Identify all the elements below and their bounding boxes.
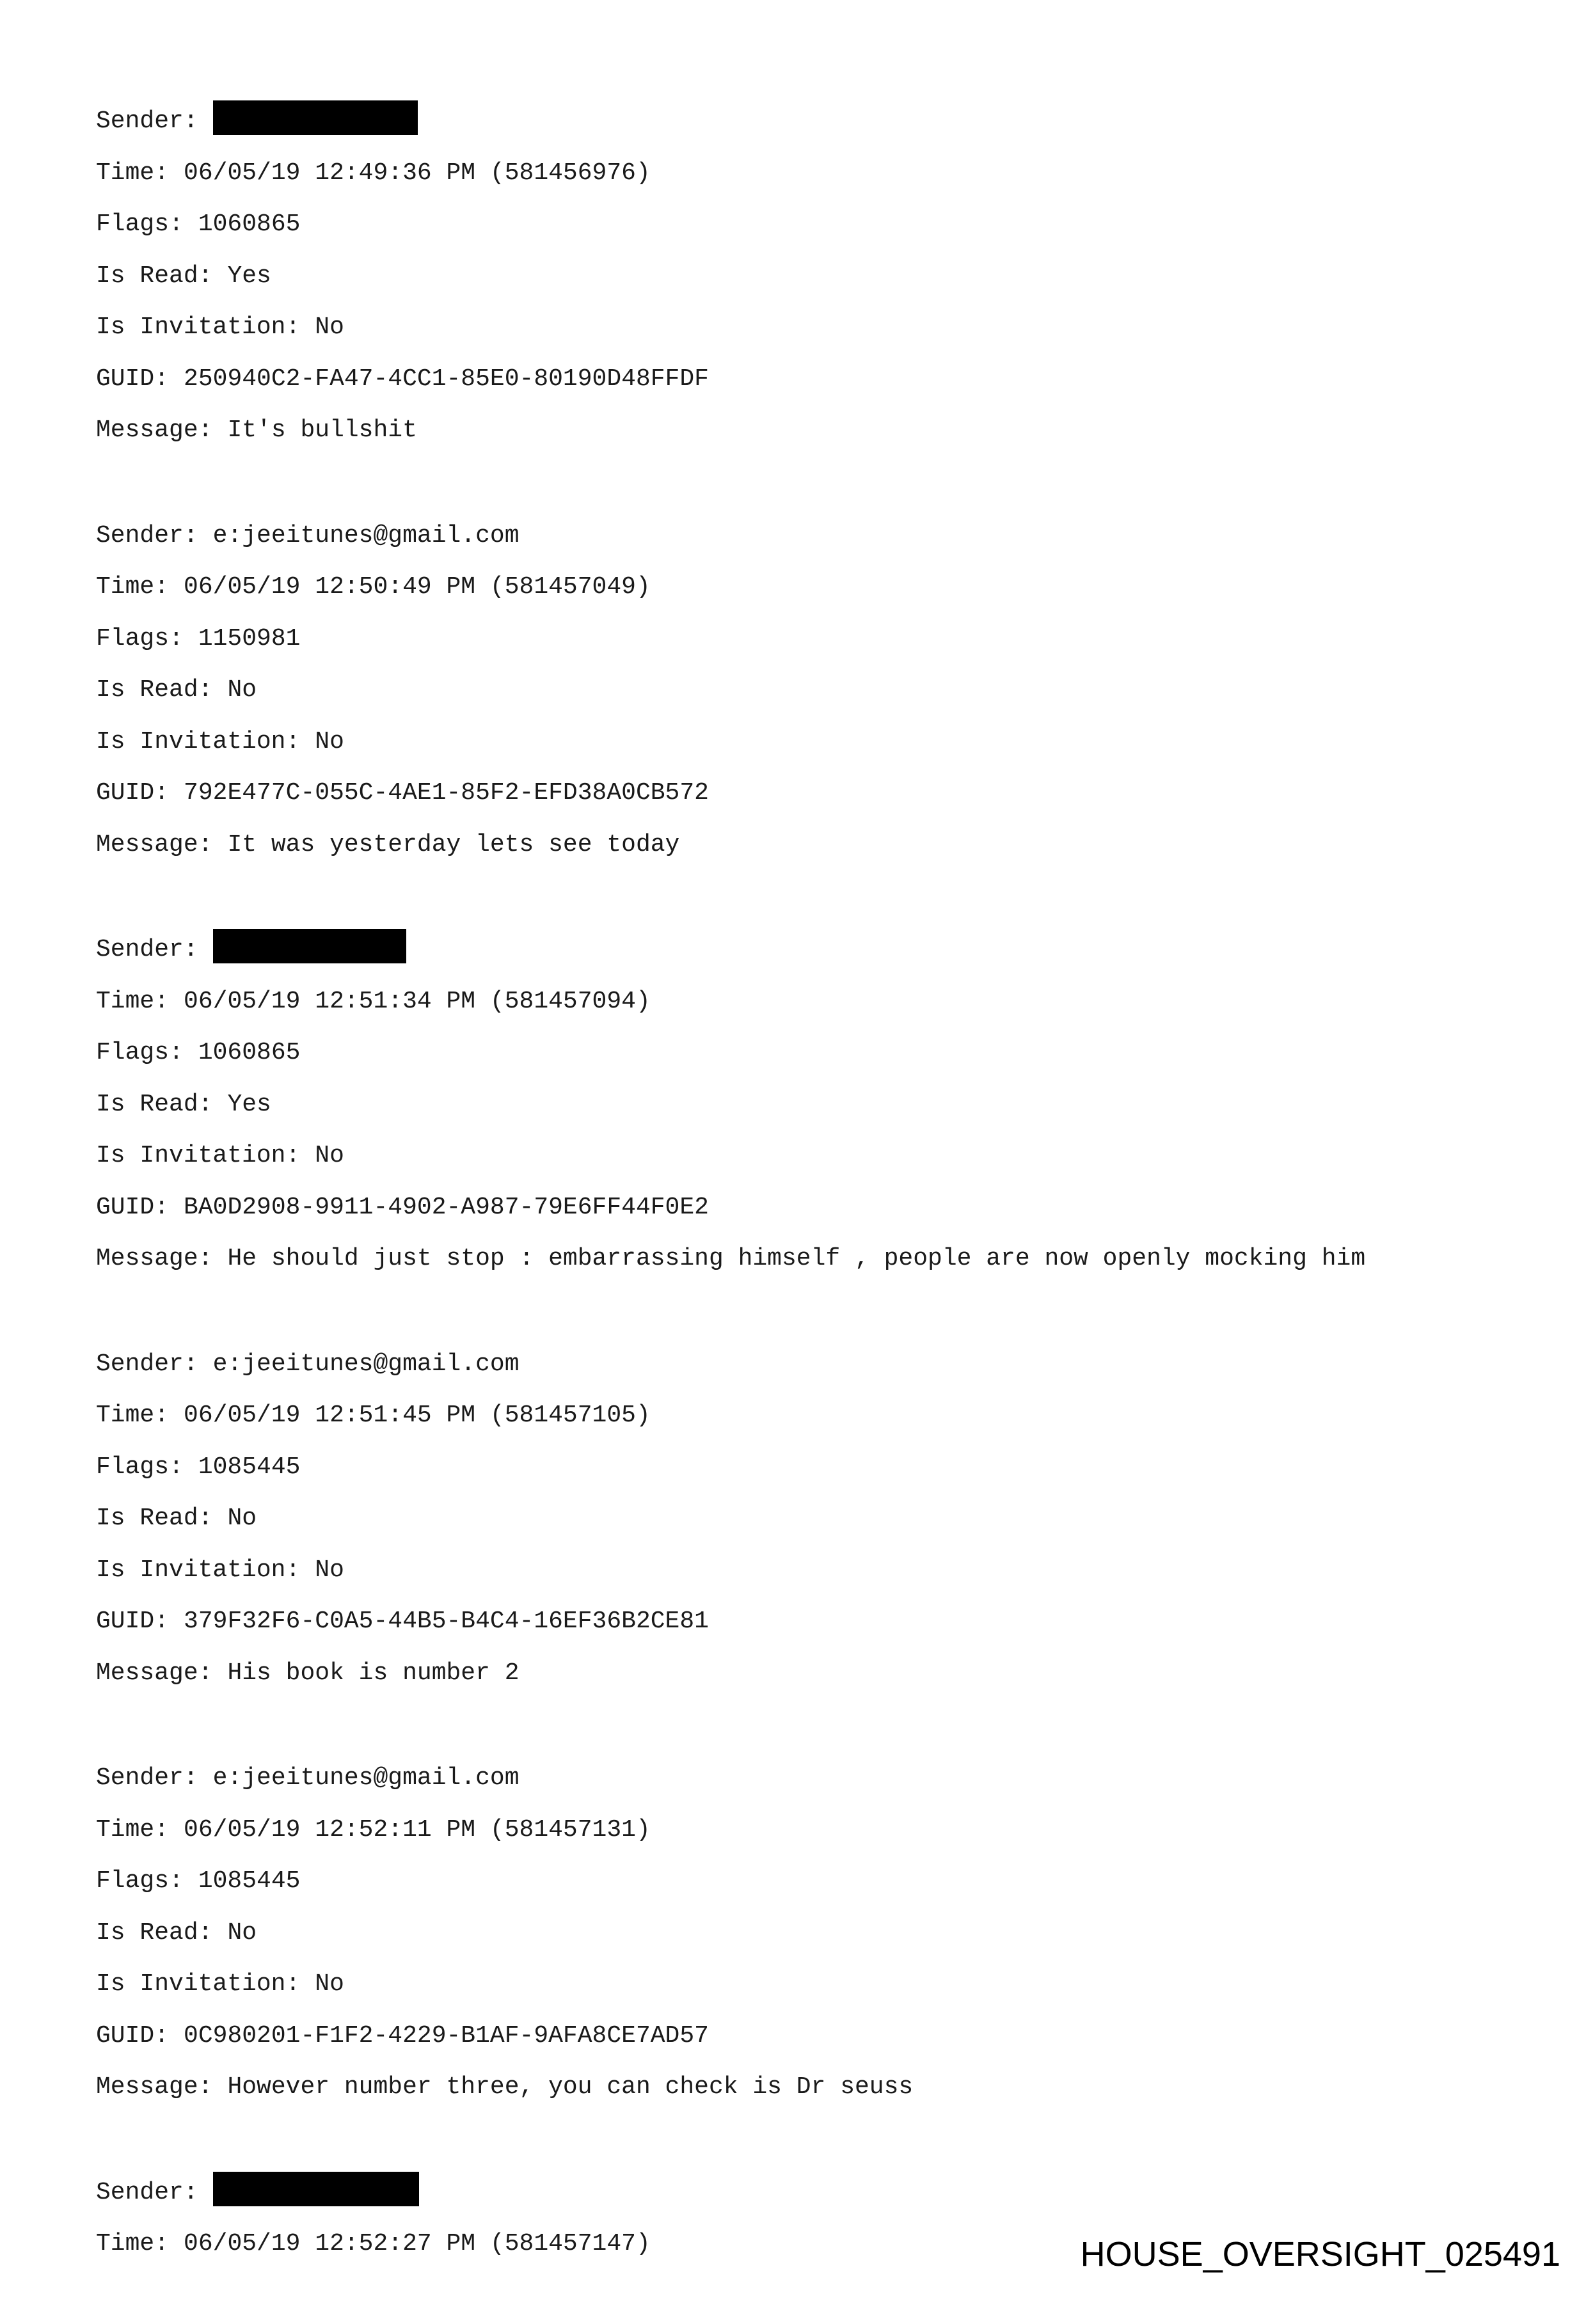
guid-value: 379F32F6-C0A5-44B5-B4C4-16EF36B2CE81 xyxy=(184,1608,709,1635)
guid-line xyxy=(96,768,1535,819)
flags-value: 1060865 xyxy=(198,1039,301,1066)
message-line xyxy=(96,2062,1535,2114)
bates-number: HOUSE_OVERSIGHT_025491 xyxy=(1080,2235,1560,2273)
guid-line xyxy=(96,2011,1535,2062)
flags-label: Flags: xyxy=(96,1867,184,1895)
is-read-label: Is Read: xyxy=(96,1090,213,1118)
sender-label: Sender: xyxy=(96,2178,198,2206)
message-line xyxy=(96,819,1535,871)
message-value: His book is number 2 xyxy=(227,1659,519,1687)
flags-label: Flags: xyxy=(96,624,184,652)
is-read-label: Is Read: xyxy=(96,1918,213,1947)
message-record xyxy=(96,1339,1535,1700)
is-invitation-value: No xyxy=(315,727,344,755)
sender-line xyxy=(96,510,1535,562)
is-invitation-line xyxy=(96,1130,1535,1182)
time-line xyxy=(96,562,1535,613)
sender-label: Sender: xyxy=(96,936,198,963)
is-read-value: No xyxy=(227,1505,257,1532)
flags-label: Flags: xyxy=(96,210,184,238)
is-invitation-line xyxy=(96,1545,1535,1597)
is-invitation-label: Is Invitation: xyxy=(96,1970,301,1998)
message-record xyxy=(96,96,1535,457)
guid-label: GUID: xyxy=(96,1608,170,1635)
sender-value: e:jeeitunes@gmail.com xyxy=(212,1350,519,1378)
is-read-value: No xyxy=(227,1918,257,1947)
is-read-value: Yes xyxy=(227,1090,271,1118)
message-value: He should just stop : embarrassing himself , people are now openly mocking him xyxy=(227,1245,1366,1272)
sender-value: e:jeeitunes@gmail.com xyxy=(212,1764,519,1792)
is-invitation-label: Is Invitation: xyxy=(96,1142,301,1169)
is-invitation-value: No xyxy=(315,313,344,341)
message-record xyxy=(96,510,1535,871)
flags-value: 1085445 xyxy=(198,1867,301,1895)
message-label: Message: xyxy=(96,1245,213,1272)
guid-line xyxy=(96,1596,1535,1648)
message-label: Message: xyxy=(96,1659,213,1687)
guid-label: GUID: xyxy=(96,365,170,393)
flags-line xyxy=(96,1027,1535,1079)
message-label: Message: xyxy=(96,416,213,444)
time-label: Time: xyxy=(96,987,170,1015)
sender-label: Sender: xyxy=(96,1350,198,1378)
is-read-value: Yes xyxy=(227,262,271,290)
guid-value: 792E477C-055C-4AE1-85F2-EFD38A0CB572 xyxy=(184,779,709,807)
flags-label: Flags: xyxy=(96,1453,184,1481)
time-label: Time: xyxy=(96,159,170,187)
guid-value: 250940C2-FA47-4CC1-85E0-80190D48FFDF xyxy=(184,365,709,393)
guid-value: 0C980201-F1F2-4229-B1AF-9AFA8CE7AD57 xyxy=(184,2021,709,2050)
is-read-value: No xyxy=(227,676,257,704)
sender-value: e:jeeitunes@gmail.com xyxy=(212,521,519,549)
guid-line xyxy=(96,1182,1535,1234)
time-label: Time: xyxy=(96,2230,170,2257)
flags-value: 1060865 xyxy=(198,210,301,238)
message-log xyxy=(96,96,1535,2324)
sender-line xyxy=(96,2167,1535,2219)
sender-line xyxy=(96,96,1535,148)
is-invitation-value: No xyxy=(315,1970,344,1998)
time-line xyxy=(96,148,1535,200)
flags-label: Flags: xyxy=(96,1039,184,1066)
redaction-box xyxy=(213,100,418,135)
is-invitation-label: Is Invitation: xyxy=(96,1556,301,1584)
redaction-box xyxy=(213,2172,419,2206)
redaction-box xyxy=(213,929,406,963)
time-line xyxy=(96,1805,1535,1856)
is-read-label: Is Read: xyxy=(96,1505,213,1532)
message-line xyxy=(96,1233,1535,1285)
message-record xyxy=(96,924,1535,1285)
is-invitation-line xyxy=(96,302,1535,354)
is-invitation-label: Is Invitation: xyxy=(96,727,301,755)
time-value: 06/05/19 12:50:49 PM (581457049) xyxy=(184,573,651,601)
message-line xyxy=(96,1648,1535,1700)
is-read-label: Is Read: xyxy=(96,262,213,290)
flags-value: 1085445 xyxy=(198,1453,301,1481)
is-invitation-value: No xyxy=(315,1142,344,1169)
flags-line xyxy=(96,613,1535,665)
message-label: Message: xyxy=(96,2073,213,2101)
is-read-line xyxy=(96,251,1535,303)
sender-line xyxy=(96,924,1535,976)
message-record xyxy=(96,1753,1535,2114)
guid-line xyxy=(96,354,1535,406)
is-invitation-line xyxy=(96,716,1535,768)
time-line xyxy=(96,976,1535,1028)
flags-line xyxy=(96,1442,1535,1494)
sender-line xyxy=(96,1753,1535,1805)
is-invitation-line xyxy=(96,1959,1535,2011)
time-value: 06/05/19 12:49:36 PM (581456976) xyxy=(184,159,651,187)
message-value: It's bullshit xyxy=(227,416,417,444)
is-read-line xyxy=(96,1908,1535,1959)
guid-value: BA0D2908-9911-4902-A987-79E6FF44F0E2 xyxy=(184,1193,709,1221)
guid-label: GUID: xyxy=(96,1193,170,1221)
time-label: Time: xyxy=(96,1402,170,1429)
flags-line xyxy=(96,199,1535,251)
message-value: However number three, you can check is Dr seuss xyxy=(227,2073,914,2101)
is-read-line xyxy=(96,1079,1535,1131)
time-value: 06/05/19 12:51:45 PM (581457105) xyxy=(184,1402,651,1429)
sender-label: Sender: xyxy=(96,107,198,135)
flags-line xyxy=(96,1856,1535,1908)
sender-label: Sender: xyxy=(96,1764,198,1792)
time-line xyxy=(96,1390,1535,1442)
time-value: 06/05/19 12:52:27 PM (581457147) xyxy=(184,2230,651,2257)
time-label: Time: xyxy=(96,1815,170,1844)
guid-label: GUID: xyxy=(96,2021,170,2050)
is-invitation-label: Is Invitation: xyxy=(96,313,301,341)
sender-label: Sender: xyxy=(96,521,198,549)
is-read-label: Is Read: xyxy=(96,676,213,704)
flags-value: 1150981 xyxy=(198,624,301,652)
time-value: 06/05/19 12:52:11 PM (581457131) xyxy=(184,1815,651,1844)
message-label: Message: xyxy=(96,830,213,858)
time-label: Time: xyxy=(96,573,170,601)
message-line xyxy=(96,405,1535,457)
sender-line xyxy=(96,1339,1535,1391)
is-read-line xyxy=(96,665,1535,716)
is-invitation-value: No xyxy=(315,1556,344,1584)
message-value: It was yesterday lets see today xyxy=(227,830,680,858)
time-value: 06/05/19 12:51:34 PM (581457094) xyxy=(184,987,651,1015)
is-read-line xyxy=(96,1493,1535,1545)
guid-label: GUID: xyxy=(96,779,170,807)
